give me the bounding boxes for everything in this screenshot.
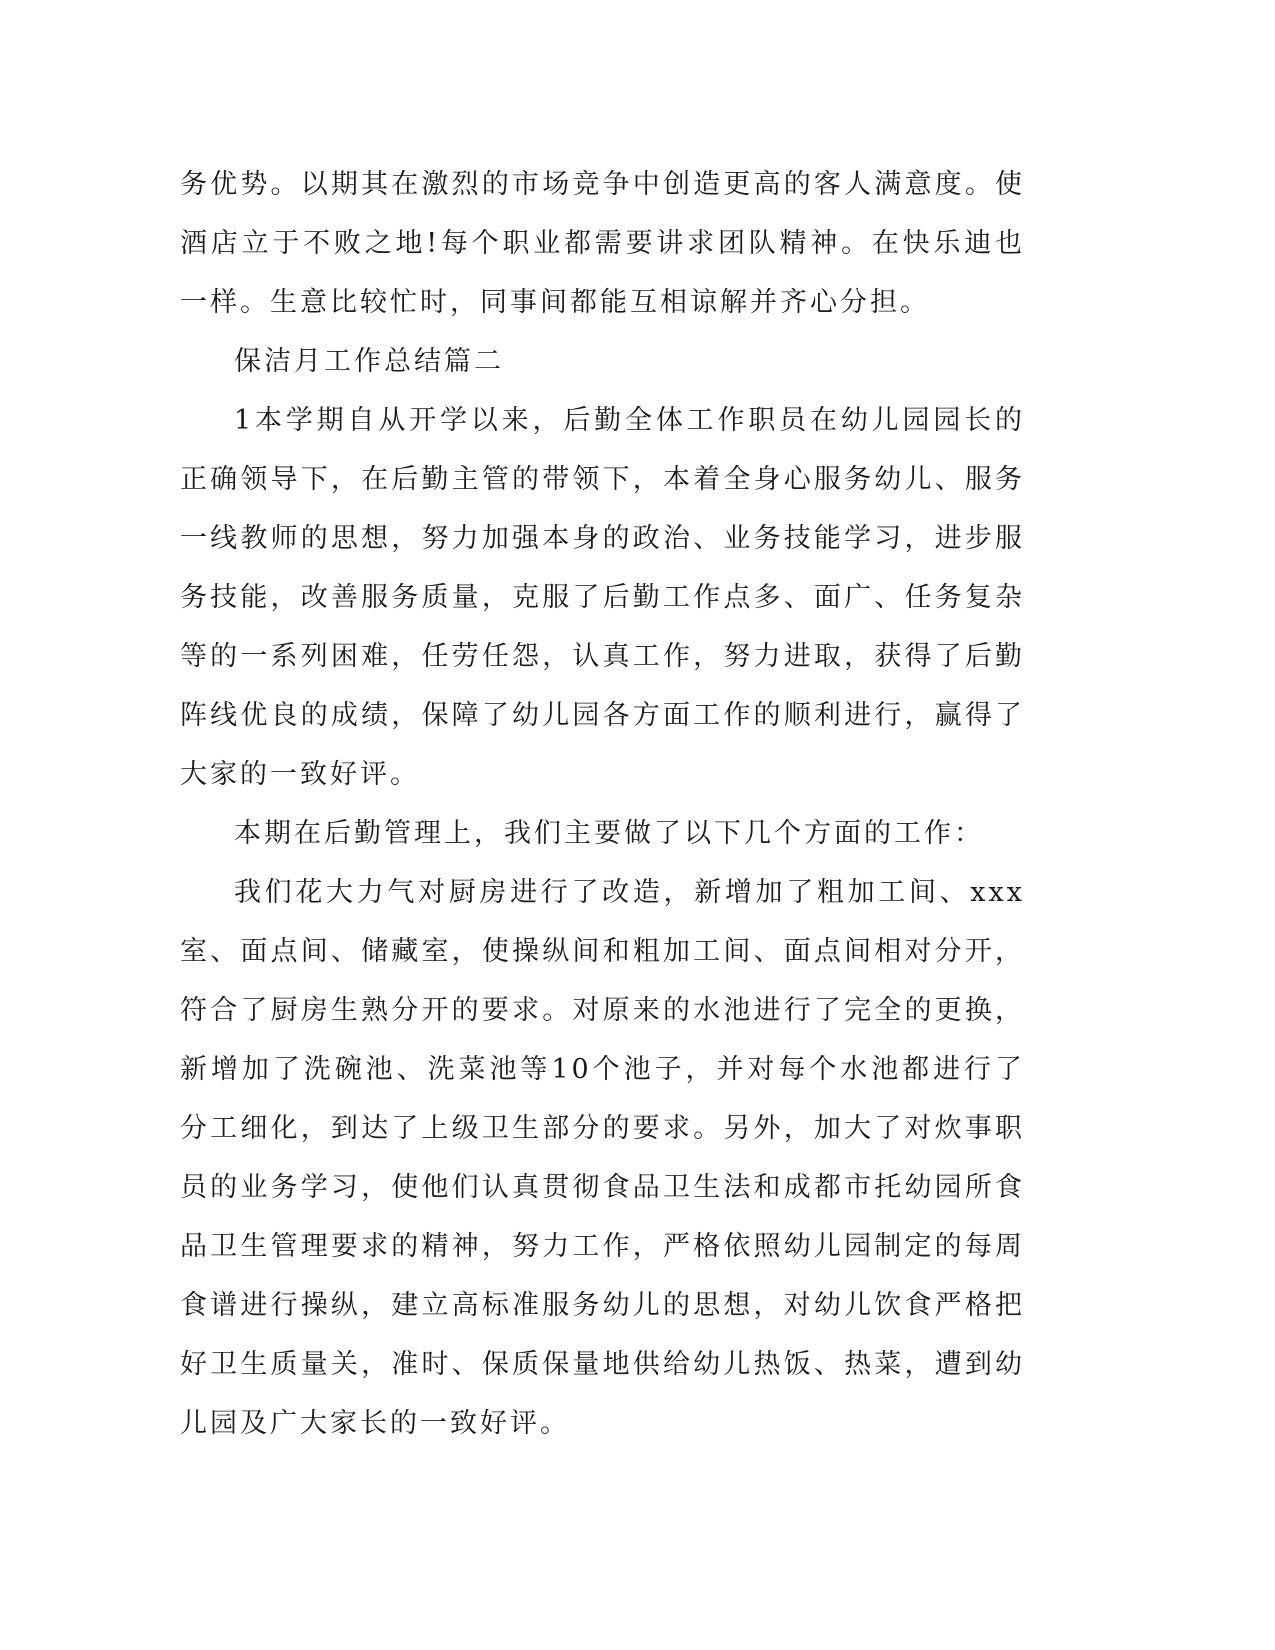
paragraph-kitchen-renovation: 我们花大力气对厨房进行了改造，新增加了粗加工间、xxx室、面点间、储藏室，使操纵间和粗加工间、面点间相对分开，符合了厨房生熟分开的要求。对原来的水池进行了完全的更换，新增加了洗碗池、洗菜池等10个池子，并对每个水池都进行了分工细化，到达了上级卫生部分的要求。另外，加大了对炊事职员的业务学习，使他们认真贯彻食品卫生法和成都市托幼园所食品卫生管理要求的精神，努力工作，严格依照幼儿园制定的每周食谱进行操纵，建立高标准服务幼儿的思想，对幼儿饮食严格把好卫生质量关，准时、保质保量地供给幼儿热饭、热菜，遭到幼儿园及广大家长的一致好评。 — [180, 877, 1025, 1439]
section-heading: 保洁月工作总结篇二 — [234, 346, 504, 377]
paragraph-intro: 1本学期自从开学以来，后勤全体工作职员在幼儿园园长的正确领导下，在后勤主管的带领下，本着全身心服务幼儿、服务一线教师的思想，努力加强本身的政治、业务技能学习，进步服务技能，改善服务质量，克服了后勤工作点多、面广、任务复杂等的一系列困难，任劳任怨，认真工作，努力进取，获得了后勤阵线优良的成绩，保障了幼儿园各方面工作的顺利进行，赢得了大家的一致好评。 — [180, 405, 1025, 790]
paragraph-summary-lead: 本期在后勤管理上，我们主要做了以下几个方面的工作： — [234, 818, 984, 849]
document-body — [180, 155, 1025, 1453]
paragraph-continuation: 务优势。以期其在激烈的市场竞争中创造更高的客人满意度。使酒店立于不败之地!每个职业都需要讲求团队精神。在快乐迪也一样。生意比较忙时，同事间都能互相谅解并齐心分担。 — [180, 169, 1025, 318]
